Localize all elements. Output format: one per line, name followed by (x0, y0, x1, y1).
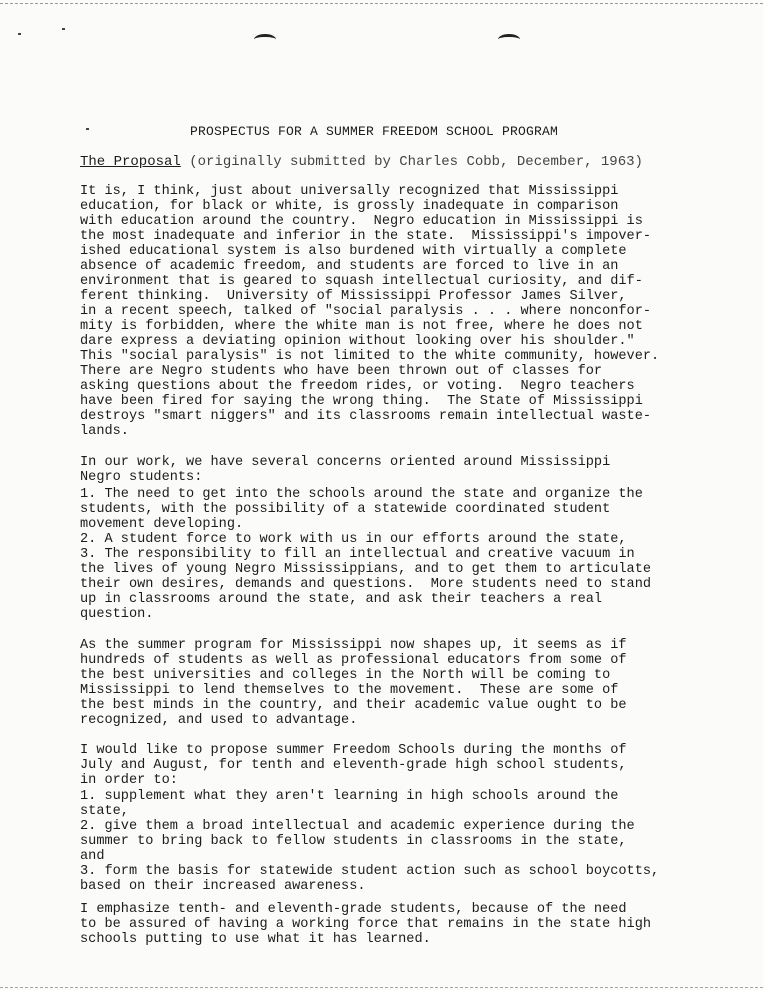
paragraph-proposal: I would like to propose summer Freedom Schools during the months of July and August, for tenth and eleventh-grade high school students, in order to: (80, 743, 627, 788)
paragraph-concerns: In our work, we have several concerns oriented around Mississippi Negro students: (80, 455, 611, 485)
proposal-heading-line (80, 154, 643, 170)
paragraph-emphasis: I emphasize tenth- and eleventh-grade students, because of the need to be assured of having a working force that remains in the state high schools putting to use what it has learned. (80, 902, 652, 947)
proposal-heading: The Proposal (80, 154, 181, 170)
top-perforation (0, 3, 763, 4)
punch-hole-mark-right (498, 34, 520, 45)
scan-speck (86, 128, 89, 130)
scan-speck (62, 28, 65, 30)
document-title: PROSPECTUS FOR A SUMMER FREEDOM SCHOOL PROGRAM (190, 124, 559, 139)
punch-hole-mark-left (254, 34, 276, 45)
submission-note: (originally submitted by Charles Cobb, December, 1963) (189, 154, 643, 170)
scan-speck (18, 33, 21, 35)
paragraph-concerns-list: 1. The need to get into the schools around the state and organize the students, with the possibility of a statewide coordinated student movement developing. 2. A student force to work with us in our efforts around the state, 3. The responsibility to fill an intellectual and creative vacuum in the lives of young Negro Mississippians, and to get them to articulate their own desires, demands and questions. More students need to stand up in classrooms around the state, and ask their teachers a real question. (80, 487, 652, 622)
paragraph-summer-program: As the summer program for Mississippi now shapes up, it seems as if hundreds of students as well as professional educators from some of the best universities and colleges in the North will be coming to Mississippi to lend themselves to the movement. These are some of the best minds in the country, and their academic value ought to be recognized, and used to advantage. (80, 638, 627, 728)
bottom-perforation (0, 987, 763, 988)
paragraph-goals-list: 1. supplement what they aren't learning in high schools around the state, 2. give them a broad intellectual and academic experience during the summer to bring back to fellow students in classrooms in the state, and 3. form the basis for statewide student action such as school boycotts, based on their increased awareness. (80, 789, 660, 894)
paragraph-intro: It is, I think, just about universally recognized that Mississippi education, for black or white, is grossly inadequate in comparison with education around the country. Negro education in Mississippi is the most inadequate and inferior in the state. Mississippi's impover- ished educational system is also burdened with virtually a complete absence of academic freedom, and students are forced to live in an environment that is geared to squash intellectual curiosity, and dif- ferent thinking. University of Mississippi Professor James Silver, in a recent speech, talked of "social paralysis . . . where nonconfor- mity is forbidden, where the white man is not free, where he does not dare express a deviating opinion without looking over his shoulder." This "social paralysis" is not limited to the white community, however. There are Negro students who have been thrown out of classes for asking questions about the freedom rides, or voting. Negro teachers have been fired for saying the wrong thing. The State of Mississippi destroys "smart niggers" and its classrooms remain intellectual waste- lands. (80, 184, 660, 439)
